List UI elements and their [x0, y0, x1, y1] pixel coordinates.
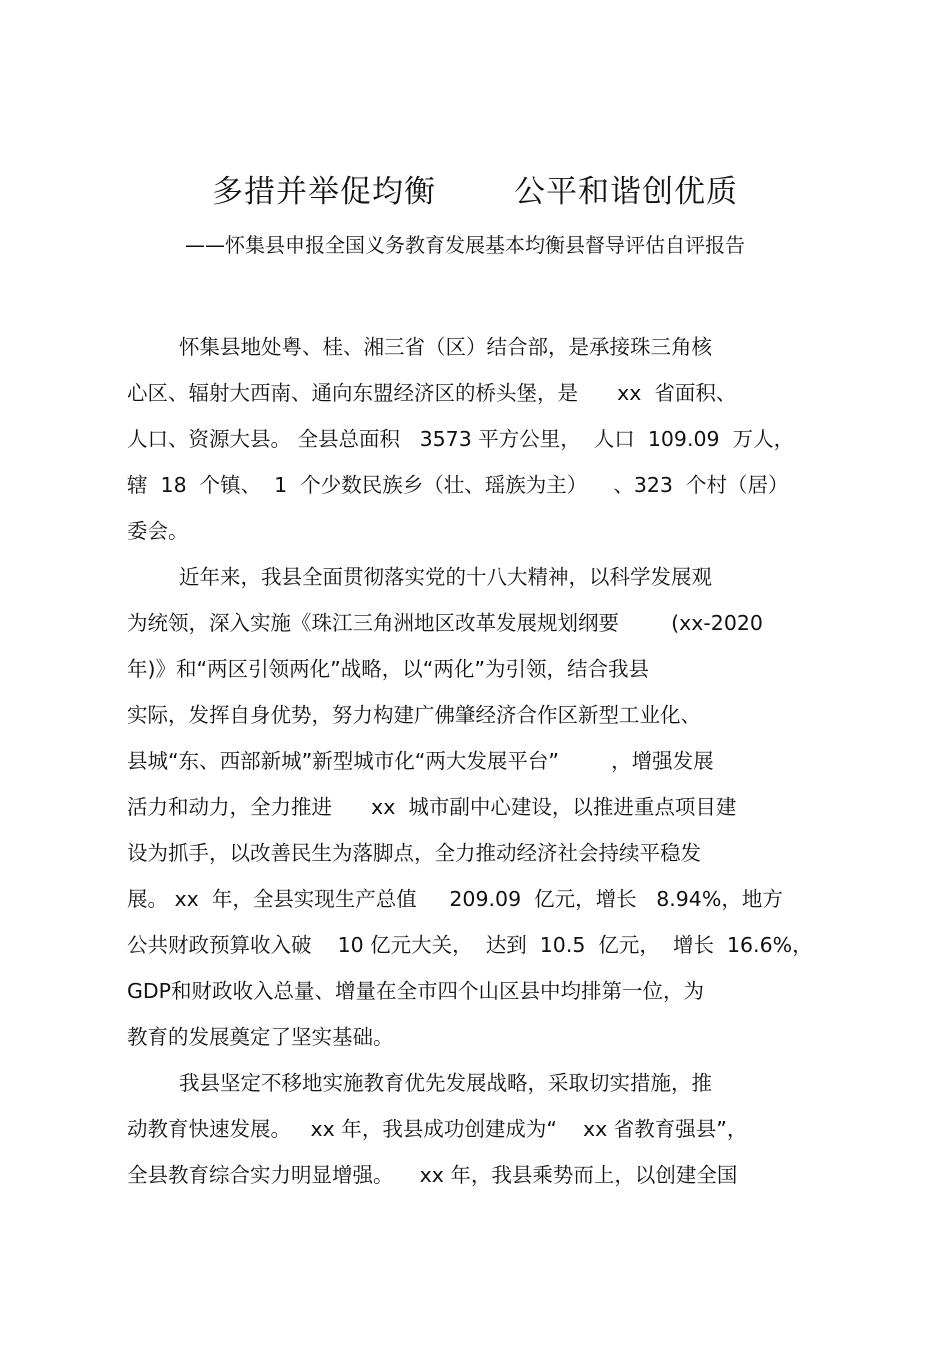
paragraph-line: 全县教育综合实力明显增强。 xx 年，我县乘势而上，以创建全国	[127, 1163, 738, 1187]
paragraph-line: 活力和动力，全力推进 xx 城市副中心建设，以推进重点项目建	[127, 795, 737, 819]
paragraph-2	[127, 554, 847, 1060]
paragraph-line: 公共财政预算收入破 10 亿元大关， 达到 10.5 亿元， 增长 16.6%，	[127, 933, 813, 957]
paragraph-line: 为统领，深入实施《珠江三角洲地区改革发展规划纲要 (xx-2020	[127, 611, 763, 635]
paragraph-line: 教育的发展奠定了坚实基础。	[127, 1025, 394, 1049]
paragraph-1	[127, 324, 847, 554]
document-body	[127, 324, 847, 1198]
paragraph-line: 辖 18 个镇、 1 个少数民族乡（壮、瑶族为主） 、323 个村（居）	[127, 473, 789, 497]
paragraph-line: GDP和财政收入总量、增量在全市四个山区县中均排第一位，为	[127, 979, 705, 1003]
paragraph-line: 动教育快速发展。 xx 年，我县成功创建成为“ xx 省教育强县”，	[127, 1117, 748, 1141]
document-subtitle: ——怀集县申报全国义务教育发展基本均衡县督导评估自评报告	[185, 233, 745, 257]
paragraph-line: 人口、资源大县。 全县总面积 3573 平方公里， 人口 109.09 万人，	[127, 427, 795, 451]
paragraph-line: 展。 xx 年，全县实现生产总值 209.09 亿元，增长 8.94%，地方	[127, 887, 783, 911]
document-title	[0, 170, 950, 214]
paragraph-line: 心区、辐射大西南、通向东盟经济区的桥头堡，是 xx 省面积、	[127, 381, 737, 405]
title-part-1: 多措并举促均衡	[212, 174, 436, 210]
paragraph-line: 怀集县地处粤、桂、湘三省（区）结合部，是承接珠三角核	[179, 335, 712, 359]
paragraph-line: 年)》和“两区引领两化”战略，以“两化”为引领，结合我县	[127, 657, 649, 681]
title-part-2: 公平和谐创优质	[514, 174, 738, 210]
paragraph-line: 我县坚定不移地实施教育优先发展战略，采取切实措施，推	[179, 1071, 712, 1095]
paragraph-line: 设为抓手，以改善民生为落脚点，全力推动经济社会持续平稳发	[127, 841, 701, 865]
paragraph-line: 委会。	[127, 519, 189, 543]
paragraph-line: 县城“东、西部新城”新型城市化“两大发展平台” ，增强发展	[127, 749, 714, 773]
paragraph-line: 实际，发挥自身优势，努力构建广佛肇经济合作区新型工业化、	[127, 703, 701, 727]
paragraph-3	[127, 1060, 847, 1198]
paragraph-line: 近年来，我县全面贯彻落实党的十八大精神，以科学发展观	[179, 565, 712, 589]
